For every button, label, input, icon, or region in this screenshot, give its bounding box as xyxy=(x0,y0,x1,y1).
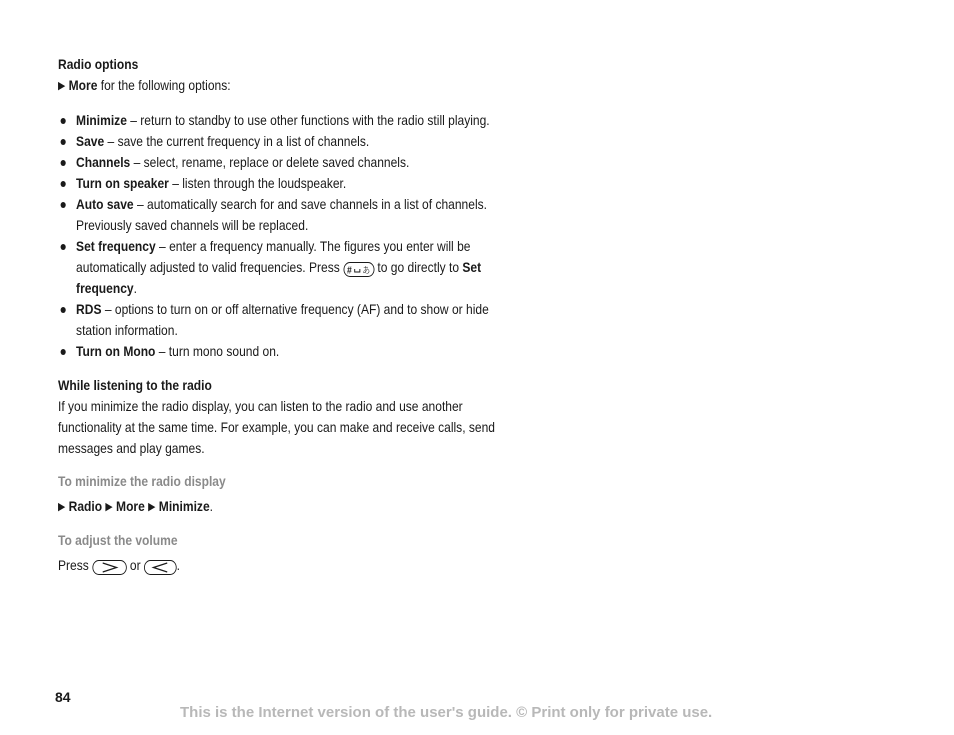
option-desc: – save the current frequency in a list of channels. xyxy=(104,133,370,149)
more-label: More xyxy=(68,77,98,93)
arrow-right-icon: ▶ xyxy=(148,501,156,513)
menu-path-item: Minimize xyxy=(158,498,210,514)
listening-body: If you minimize the radio display, you can listen to the radio and use another functionality at the same time. For example, you can make and receive calls, send messages and play games. xyxy=(58,398,496,456)
option-desc: – automatically search for and save channels in a list of channels. Previously saved channels will be replaced. xyxy=(76,196,487,233)
option-term: Channels xyxy=(76,154,131,170)
hash-key-icon xyxy=(343,262,374,277)
page-number: 84 xyxy=(55,689,71,705)
punctuation: . xyxy=(176,557,180,573)
subheading-volume: To adjust the volume xyxy=(58,532,178,548)
option-term: Set frequency xyxy=(76,238,156,254)
list-item xyxy=(58,110,522,131)
arrow-right-icon: ▶ xyxy=(58,80,66,92)
volume-up-key-icon xyxy=(92,560,126,575)
svg-text:#: # xyxy=(346,264,352,276)
menu-path-item: More xyxy=(116,498,145,514)
options-list xyxy=(58,110,522,362)
option-desc: – turn mono sound on. xyxy=(155,343,280,359)
list-item xyxy=(58,299,522,341)
volume-line xyxy=(58,555,522,576)
list-item xyxy=(58,236,522,299)
menu-path-item: Radio xyxy=(68,498,103,514)
section-heading-listening: While listening to the radio xyxy=(58,377,212,393)
option-desc: – options to turn on or off alternative frequency (AF) and to show or hide station information. xyxy=(76,301,489,338)
arrow-right-icon: ▶ xyxy=(58,501,66,513)
or-text: or xyxy=(126,557,144,573)
option-term: Auto save xyxy=(76,196,134,212)
list-item xyxy=(58,131,522,152)
option-desc: – enter a frequency manually. The figures you enter will be automatically adjusted to valid frequencies. Press xyxy=(76,238,471,275)
svg-text:あ: あ xyxy=(362,264,370,276)
option-term: RDS xyxy=(76,301,102,317)
press-text: Press xyxy=(58,557,93,573)
option-term: Turn on Mono xyxy=(76,343,156,359)
list-item xyxy=(58,173,522,194)
section-heading-radio-options: Radio options xyxy=(58,56,139,72)
option-term: Minimize xyxy=(76,112,127,128)
more-text: for the following options: xyxy=(97,77,231,93)
option-desc: – return to standby to use other functions with the radio still playing. xyxy=(126,112,490,128)
subheading-minimize: To minimize the radio display xyxy=(58,473,226,489)
more-line xyxy=(58,75,522,97)
arrow-right-icon: ▶ xyxy=(105,501,113,513)
option-desc: to go directly to xyxy=(374,259,463,275)
volume-down-key-icon xyxy=(144,560,177,575)
option-term: Turn on speaker xyxy=(76,175,169,191)
page-content xyxy=(58,54,522,576)
list-item xyxy=(58,341,522,362)
punctuation: . xyxy=(133,280,137,296)
list-item xyxy=(58,194,522,236)
minimize-path xyxy=(58,496,522,518)
option-term: Save xyxy=(76,133,105,149)
footer-notice: This is the Internet version of the user's guide. © Print only for private use. xyxy=(180,704,713,721)
option-desc: – select, rename, replace or delete saved channels. xyxy=(130,154,410,170)
punctuation: . xyxy=(209,498,213,514)
option-desc: – listen through the loudspeaker. xyxy=(168,175,347,191)
list-item xyxy=(58,152,522,173)
option-term-ref: Set frequency xyxy=(76,259,482,296)
